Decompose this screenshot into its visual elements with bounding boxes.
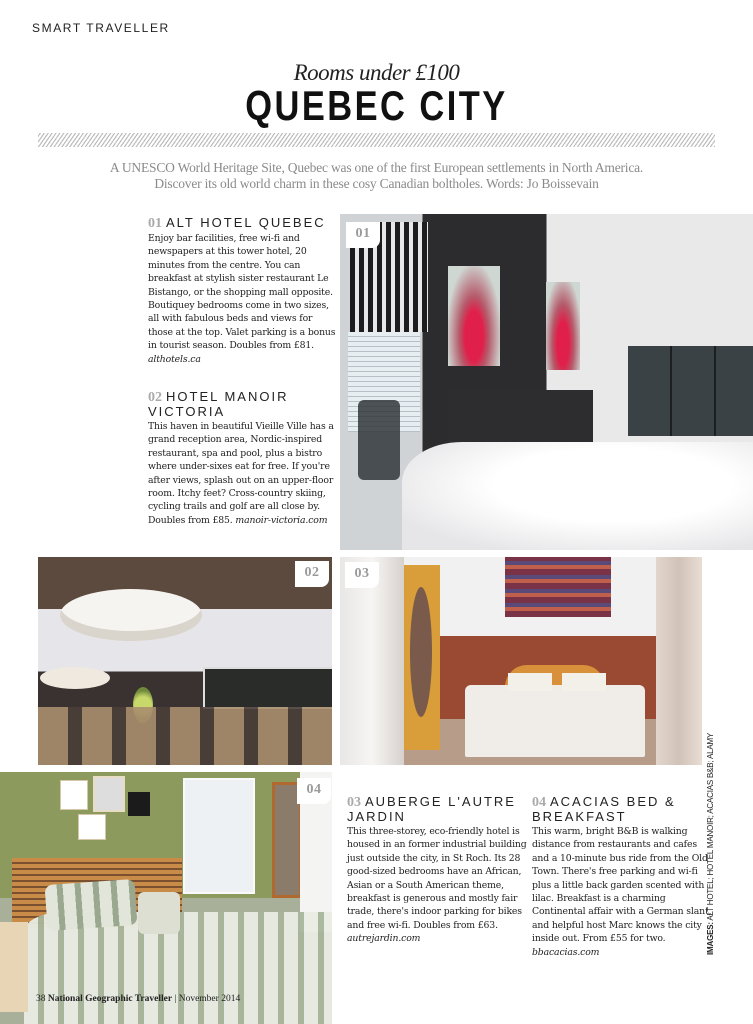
entry-website: althotels.ca (148, 353, 201, 365)
entry-number: 01 (148, 216, 162, 231)
curtain-left (340, 557, 404, 765)
photo-acacias-bedroom (0, 772, 332, 1024)
entry-number: 02 (148, 390, 162, 405)
entry-text: This three-storey, eco-friendly hotel is housed in an former industrial building just outside the city, in St Roch. Its 28 good-sized bedrooms have an African, Asian or a South American theme, breakfast is generous and mostly fair trade, there's indoor parking for bikes and free wi-fi. Doubles from £63. (347, 826, 527, 931)
entry-text: Enjoy bar facilities, free wi-fi and newspapers at this tower hotel, 20 minutes from the centre. You can breakfast at stylish sister restaurant Le Bistango, or the shopping mall opposite. Boutiquey bedrooms come in two sizes, all with fabulous beds and views for those at the top. Valet parking is a bonus in tourist season. Doubles from £81. (148, 233, 336, 352)
entry-heading (347, 795, 527, 824)
entry-name: ACACIAS BED & BREAKFAST (532, 794, 676, 824)
wall-artwork (203, 667, 332, 709)
entry-number: 03 (347, 795, 361, 810)
leather-headboard (628, 346, 753, 436)
nightstand (0, 922, 28, 1012)
wall-tapestry (505, 557, 611, 617)
entry-body (148, 232, 338, 366)
entry-number: 04 (532, 795, 546, 810)
white-bed (402, 442, 753, 550)
red-artwork (448, 266, 500, 366)
entry-name: ALT HOTEL QUEBEC (166, 215, 326, 230)
picture-frame (78, 814, 106, 840)
publication-name: National Geographic Traveller (47, 994, 173, 1004)
photo-badge: 01 (346, 222, 380, 248)
hatched-divider (38, 133, 715, 147)
entry-name: AUBERGE L'AUTRE JARDIN (347, 794, 516, 824)
hotel-entry-2 (148, 390, 338, 527)
window (183, 778, 255, 894)
entry-website: manoir-victoria.com (235, 514, 328, 526)
section-label: SMART TRAVELLER (32, 21, 170, 35)
image-credit (706, 733, 715, 955)
photo-badge: 04 (297, 778, 331, 804)
photo-autre-jardin-bedroom (340, 557, 702, 765)
folio-separator: | (174, 994, 177, 1004)
hotel-entry-3 (347, 795, 527, 946)
entry-name: HOTEL MANOIR VICTORIA (148, 389, 289, 419)
bed (465, 685, 645, 757)
hotel-entry-4 (532, 795, 712, 959)
issue-date: November 2014 (178, 994, 241, 1004)
ceiling-chandelier-far (40, 667, 110, 689)
plaid-pillow (45, 879, 138, 931)
pillow (562, 673, 606, 691)
entry-body (148, 420, 338, 527)
dining-tables (38, 707, 332, 765)
picture-frame (60, 780, 88, 810)
standfirst (40, 160, 713, 192)
hotel-entry-1 (148, 216, 338, 366)
pillow (508, 673, 552, 691)
entry-text: This warm, bright B&B is walking distance from restaurants and cafes and a 10-minute bus ride from the Old Town. There's free parking and wi-fi plus a little back garden scented with lilac. Breakfast is a charming Continental affair with a German slant, and helpful host Marc knows the city inside out. From £55 for two. (532, 826, 712, 945)
red-artwork-reflection (546, 282, 580, 370)
entry-body (532, 825, 712, 959)
page-title: QUEBEC CITY (245, 82, 508, 129)
page-folio (36, 994, 240, 1004)
entry-text: This haven in beautiful Vieille Ville has a grand reception area, Nordic-inspired restaurant, spa and pool, plus a bistro where under-sixes eat for free. If you're after views, splash out on an upper-floor room. Itchy feet? Cross-country skiing, cycling trails and golf are all close by. Doubles from £85. (148, 421, 334, 526)
photo-manoir-victoria-restaurant (38, 557, 332, 765)
page-number: 38 (36, 994, 46, 1004)
ceiling-chandelier (60, 589, 202, 641)
credit-label: IMAGES: (706, 922, 715, 955)
entry-website: bbacacias.com (532, 946, 600, 958)
standfirst-line-2: Discover its old world charm in these cosy Canadian boltholes. Words: Jo Boissevain (154, 176, 599, 191)
photo-alt-hotel-bedroom (340, 214, 753, 550)
picture-frame (93, 776, 125, 812)
credit-text: ALT HOTEL; HOTEL MANOIR; ACACIAS B&B; ALAMY (706, 732, 715, 923)
entry-heading (148, 390, 338, 419)
entry-body (347, 825, 527, 946)
standfirst-line-1: A UNESCO World Heritage Site, Quebec was one of the first European settlements in North America. (109, 160, 644, 175)
oval-mirror (410, 587, 432, 717)
photo-badge: 02 (295, 561, 329, 587)
entry-heading (532, 795, 712, 824)
entry-heading (148, 216, 338, 231)
photo-badge: 03 (345, 562, 379, 588)
picture-frame (128, 792, 150, 816)
entry-website: autrejardin.com (347, 933, 421, 945)
desk-chair (358, 400, 400, 480)
cushion (138, 892, 180, 934)
curtain-right (656, 557, 702, 765)
page-subtitle: Rooms under £100 (293, 60, 460, 85)
